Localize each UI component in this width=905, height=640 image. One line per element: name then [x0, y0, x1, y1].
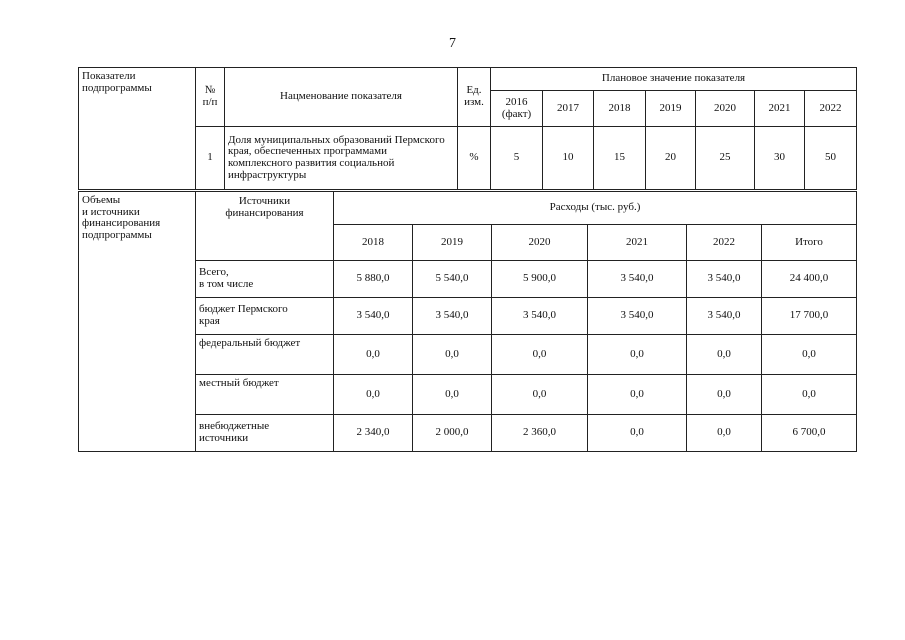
year-header: 2021 — [588, 225, 687, 261]
indicators-table — [78, 67, 857, 190]
table-row — [79, 298, 857, 335]
value-cell: 10 — [543, 127, 594, 190]
name-header: Нацменование показателя — [225, 68, 458, 127]
source-name: федеральный бюджет — [196, 335, 334, 375]
plan-header: Плановое значение показателя — [491, 68, 857, 91]
indicator-name: Доля муниципальных образований Пермского края, обеспеченных программами комплексного развития социальной инфраструктуры — [225, 127, 458, 190]
amount-cell: 3 540,0 — [687, 298, 762, 335]
year-header: 2016 (факт) — [491, 91, 543, 127]
amount-cell: 0,0 — [492, 335, 588, 375]
table-row — [79, 127, 857, 190]
amount-cell: 0,0 — [588, 375, 687, 415]
table-row — [79, 375, 857, 415]
amount-cell: 0,0 — [413, 335, 492, 375]
amount-cell: 0,0 — [492, 375, 588, 415]
amount-cell: 0,0 — [762, 335, 857, 375]
amount-cell: 3 540,0 — [413, 298, 492, 335]
year-header: 2022 — [687, 225, 762, 261]
amount-cell: 5 900,0 — [492, 261, 588, 298]
source-name: бюджет Пермского края — [196, 298, 334, 335]
amount-cell: 24 400,0 — [762, 261, 857, 298]
amount-cell: 0,0 — [588, 335, 687, 375]
value-cell: 25 — [696, 127, 755, 190]
year-header: 2018 — [594, 91, 646, 127]
table-row — [79, 261, 857, 298]
amount-cell: 2 340,0 — [334, 415, 413, 452]
amount-cell: 5 880,0 — [334, 261, 413, 298]
year-header: 2019 — [413, 225, 492, 261]
expenses-header: Расходы (тыс. руб.) — [334, 192, 857, 225]
amount-cell: 0,0 — [687, 375, 762, 415]
amount-cell: 2 360,0 — [492, 415, 588, 452]
amount-cell: 0,0 — [413, 375, 492, 415]
amount-cell: 0,0 — [334, 375, 413, 415]
amount-cell: 3 540,0 — [334, 298, 413, 335]
year-header: 2022 — [805, 91, 857, 127]
year-header: 2017 — [543, 91, 594, 127]
amount-cell: 2 000,0 — [413, 415, 492, 452]
year-header: 2020 — [696, 91, 755, 127]
value-cell: 5 — [491, 127, 543, 190]
year-header: 2018 — [334, 225, 413, 261]
amount-cell: 3 540,0 — [492, 298, 588, 335]
value-cell: 50 — [805, 127, 857, 190]
value-cell: 20 — [646, 127, 696, 190]
amount-cell: 0,0 — [762, 375, 857, 415]
source-name: местный бюджет — [196, 375, 334, 415]
source-name: Всего, в том числе — [196, 261, 334, 298]
amount-cell: 3 540,0 — [588, 298, 687, 335]
indicator-unit: % — [458, 127, 491, 190]
table-row — [79, 415, 857, 452]
year-header: 2020 — [492, 225, 588, 261]
row-number: 1 — [196, 127, 225, 190]
total-header: Итого — [762, 225, 857, 261]
amount-cell: 3 540,0 — [588, 261, 687, 298]
source-name: внебюджетные источники — [196, 415, 334, 452]
sources-header: Источники финансирования — [196, 192, 334, 261]
num-header: № п/п — [196, 68, 225, 127]
amount-cell: 0,0 — [588, 415, 687, 452]
amount-cell: 17 700,0 — [762, 298, 857, 335]
amount-cell: 0,0 — [687, 335, 762, 375]
page-number: 7 — [449, 36, 456, 51]
indicators-row-label: Показатели подпрограммы — [79, 68, 196, 190]
value-cell: 15 — [594, 127, 646, 190]
table-row — [79, 335, 857, 375]
unit-header: Ед. изм. — [458, 68, 491, 127]
amount-cell: 0,0 — [334, 335, 413, 375]
financing-row-label: Объемы и источники финансирования подпрограммы — [79, 192, 196, 452]
amount-cell: 3 540,0 — [687, 261, 762, 298]
year-header: 2021 — [755, 91, 805, 127]
amount-cell: 5 540,0 — [413, 261, 492, 298]
financing-table — [78, 191, 857, 452]
amount-cell: 0,0 — [687, 415, 762, 452]
amount-cell: 6 700,0 — [762, 415, 857, 452]
value-cell: 30 — [755, 127, 805, 190]
year-header: 2019 — [646, 91, 696, 127]
